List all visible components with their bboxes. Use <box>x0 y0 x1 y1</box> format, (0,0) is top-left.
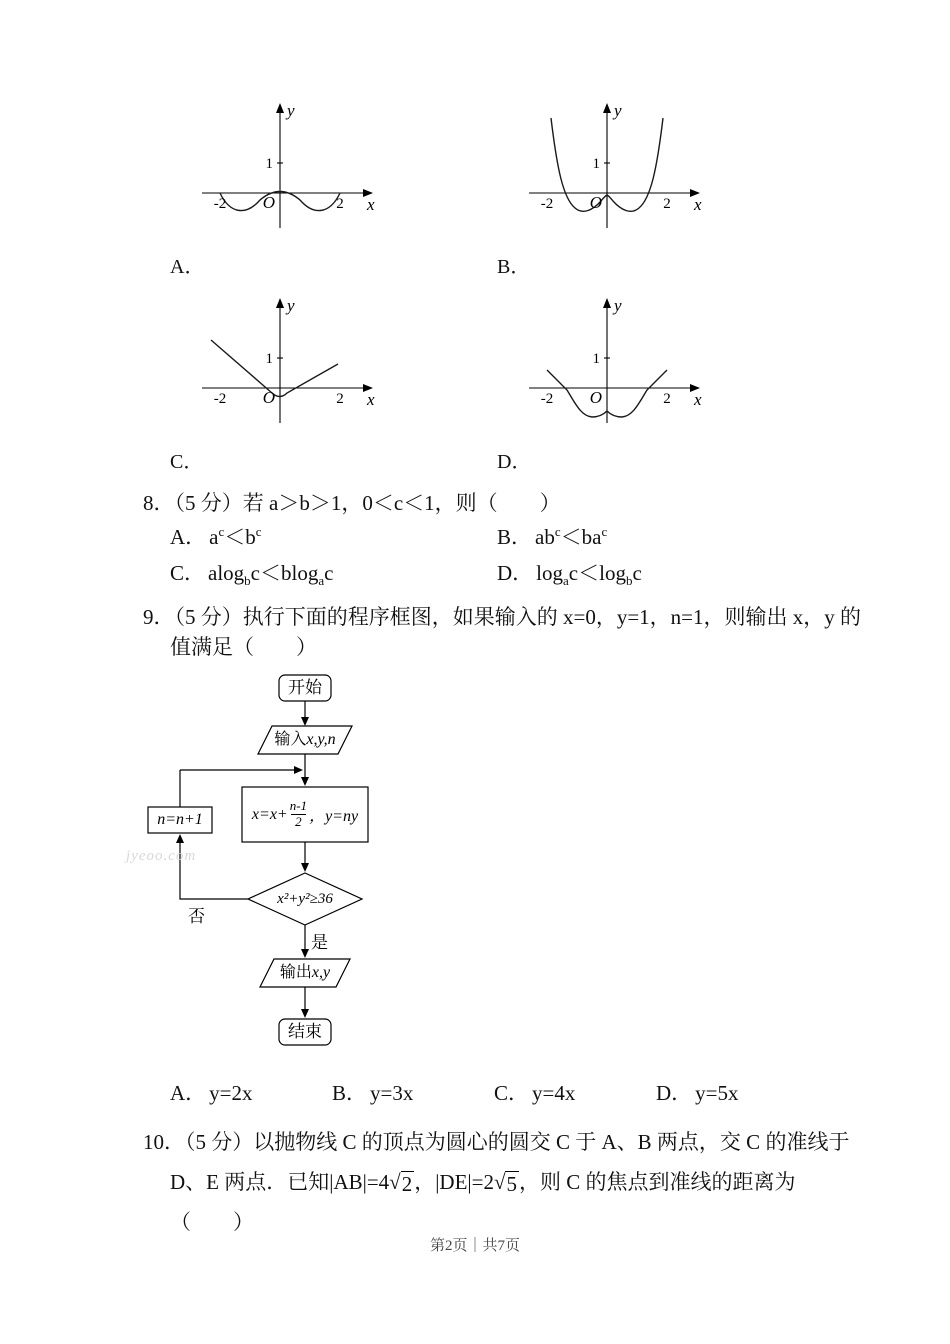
q9-flowchart <box>126 670 440 1062</box>
x-axis-label: x <box>367 195 375 214</box>
q8-option-d-label: D． <box>497 561 534 585</box>
input-word: 输入 <box>274 731 307 748</box>
q9-option-b <box>332 1078 494 1108</box>
y-axis-label: y <box>287 296 295 315</box>
x-axis-label: x <box>694 195 702 214</box>
flowchart-output-label <box>262 961 348 985</box>
origin-label: O <box>262 193 275 212</box>
graph-option-b <box>497 98 827 279</box>
question-8-stem-text: （5 分）若 a＞b＞1，0＜c＜1，则（ ） <box>174 491 561 515</box>
y-axis-label: y <box>287 101 295 120</box>
question-9-options <box>0 1078 950 1108</box>
q8-option-b-label: B． <box>497 525 533 549</box>
flow-arrow-icon <box>301 949 309 958</box>
flowchart-assign-label <box>242 787 368 842</box>
q9-option-d-label: D． <box>656 1081 693 1105</box>
y-tick-label: 1 <box>592 156 600 172</box>
graph-b-plot <box>517 98 727 248</box>
x-tick-right-label: 2 <box>336 196 344 212</box>
q8-option-c <box>170 558 497 588</box>
fraction <box>290 799 307 830</box>
y-axis-arrow-icon <box>603 103 611 113</box>
q8-option-d-text: $\log_ac<\log_bc$ <box>536 561 642 589</box>
flowchart-condition-label: x²+y²≥36 <box>277 890 333 907</box>
flow-arrow-icon <box>301 863 309 872</box>
assign-prefix: x=x+ <box>251 805 288 823</box>
y-axis-arrow-icon <box>276 298 284 308</box>
x-tick-left-label: -2 <box>213 391 227 407</box>
q9-option-c <box>494 1078 656 1108</box>
page-footer: 第2页｜共7页 <box>429 1238 520 1254</box>
graph-c-plot <box>190 293 400 443</box>
branch-no-label: 否 <box>188 907 205 926</box>
flow-arrow-icon <box>301 1009 309 1018</box>
input-vars: x,y,n <box>306 731 336 748</box>
question-10-line1 <box>0 1122 950 1162</box>
y-axis-label: y <box>614 296 622 315</box>
q9-option-b-label: B． <box>332 1081 368 1105</box>
y-tick-label: 1 <box>592 351 600 367</box>
graph-option-a-label: A． <box>170 256 205 278</box>
question-8 <box>0 488 950 588</box>
flowchart-loop-label: n=n+1 <box>157 811 203 828</box>
q8-option-c-label: C． <box>170 561 206 585</box>
watermark: jyeoo.com <box>126 848 197 864</box>
y-axis-arrow-icon <box>603 298 611 308</box>
question-10-line1-text: （5 分）以抛物线 C 的顶点为圆心的圆交 C 于 A、B 两点，交 C 的准线于 <box>185 1130 850 1154</box>
y-axis-label: y <box>614 101 622 120</box>
q9-option-d-text: y=5x <box>695 1081 739 1105</box>
question-9 <box>0 602 950 1108</box>
x-tick-right-label: 2 <box>663 196 671 212</box>
q9-option-c-label: C． <box>494 1081 530 1105</box>
q8-option-a-label: A． <box>170 525 207 549</box>
x-axis-label: x <box>367 390 375 409</box>
flow-arrow-icon <box>301 777 309 786</box>
flowchart-input-label <box>255 728 355 752</box>
graph-a-plot <box>190 98 400 248</box>
question-9-number: 9． <box>143 605 175 629</box>
x-tick-right-label: 2 <box>336 391 344 407</box>
flow-arrow-icon <box>176 834 184 843</box>
question-10-line2-text: D、E 两点．已知|AB|=4 √ 2 ，|DE|=2 √ 5 ，则 C 的焦点到准线的距离为 <box>170 1170 796 1196</box>
q8-option-a-text: $a^c<b^c$ <box>209 524 262 549</box>
flow-arrow-icon <box>294 766 303 774</box>
question-9-stem-text1: （5 分）执行下面的程序框图，如果输入的 x=0，y=1，n=1，则输出 x，y 的 <box>174 605 862 629</box>
question-8-options <box>0 522 950 588</box>
origin-label: O <box>589 193 602 212</box>
graph-options-grid <box>170 98 950 474</box>
q8-option-b-text: $ab^c<ba^c$ <box>535 524 608 549</box>
graph-option-c <box>170 293 497 474</box>
fraction-numerator: n-1 <box>289 798 308 814</box>
q9-option-a-label: A． <box>170 1081 207 1105</box>
x-tick-left-label: -2 <box>213 196 227 212</box>
question-10-line2 <box>0 1162 950 1202</box>
graph-option-a <box>170 98 497 279</box>
q9-option-c-text: y=4x <box>532 1081 576 1105</box>
flowchart-end-label: 结束 <box>288 1022 322 1041</box>
output-word: 输出 <box>279 964 312 981</box>
question-9-stem-text2: 值满足（ ） <box>170 635 317 659</box>
x-tick-left-label: -2 <box>540 196 554 212</box>
question-8-stem <box>0 488 950 518</box>
flow-arrow-icon <box>301 717 309 726</box>
q9-option-a-text: y=2x <box>209 1081 253 1105</box>
origin-label: O <box>262 388 275 407</box>
q8-option-c-text: alog$_b$c＜blog$_a$c <box>208 561 334 589</box>
question-10-line3-text: （ ） <box>170 1210 254 1234</box>
x-tick-left-label: -2 <box>540 391 554 407</box>
assign-suffix: ，y=ny <box>309 808 359 825</box>
output-vars: x,y <box>311 964 331 981</box>
question-10 <box>0 1122 950 1242</box>
graph-option-b-label: B． <box>497 256 531 278</box>
origin-label: O <box>589 388 602 407</box>
flowchart-start-label: 开始 <box>288 678 322 697</box>
y-axis-arrow-icon <box>276 103 284 113</box>
q8-option-a <box>170 522 497 552</box>
y-tick-label: 1 <box>265 351 273 367</box>
branch-yes-label: 是 <box>311 933 328 952</box>
x-axis-label: x <box>694 390 702 409</box>
q9-option-b-text: y=3x <box>370 1081 414 1105</box>
q9-option-a <box>170 1078 332 1108</box>
q9-option-d <box>656 1078 818 1108</box>
q8-option-b <box>497 522 824 552</box>
question-10-number: 10． <box>143 1130 185 1154</box>
fraction-denominator: 2 <box>291 814 306 830</box>
y-tick-label: 1 <box>265 156 273 172</box>
graph-d-plot <box>517 293 727 443</box>
question-9-stem-line1 <box>0 602 950 632</box>
x-tick-right-label: 2 <box>663 391 671 407</box>
graph-option-d-label: D． <box>497 451 532 473</box>
q8-option-d <box>497 558 824 588</box>
question-8-number: 8． <box>143 491 175 515</box>
graph-option-c-label: C． <box>170 451 204 473</box>
graph-option-d <box>497 293 827 474</box>
question-9-stem-line2 <box>0 632 950 662</box>
